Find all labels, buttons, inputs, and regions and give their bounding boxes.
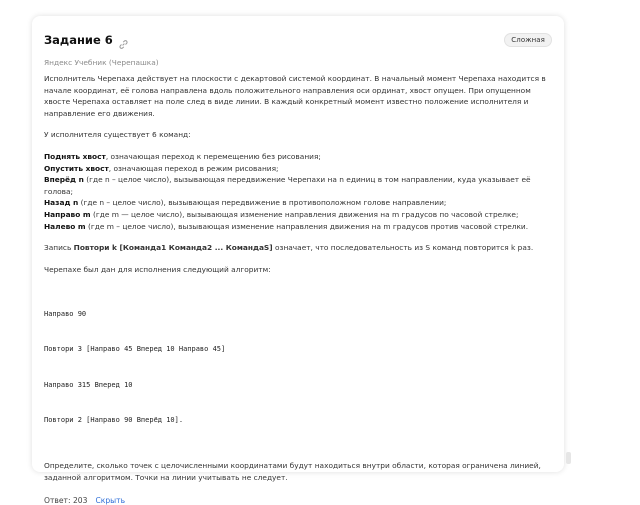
command-item: [44, 151, 552, 163]
command-desc: (где n – целое число), вызывающая передвижение Черепахи на n единиц в том направлении, куда указывает её голова;: [44, 175, 531, 196]
command-item: [44, 221, 552, 233]
repeat-explanation: [44, 242, 552, 254]
answer-row: [44, 496, 552, 505]
command-name: Налево m: [44, 221, 86, 231]
code-line: Направо 90: [44, 309, 87, 318]
command-name: Опустить хвост: [44, 163, 109, 173]
command-name: Направо m: [44, 209, 91, 219]
command-name: Поднять хвост: [44, 151, 106, 161]
link-icon-svg: [118, 39, 129, 50]
command-name: Назад n: [44, 198, 79, 208]
command-item: [44, 163, 552, 175]
commands-list: [44, 151, 552, 232]
command-item: [44, 209, 552, 221]
intro-paragraph: Исполнитель Черепаха действует на плоскости с декартовой системой координат. В начальный момент Черепаха находится в начале координат, её голова направлена вдоль положительного направления оси ординат, хвост опущен. При опущенном хвосте Черепаха оставляет на поле след в виде линии. В каждый конкретный момент известно положение исполнителя и направление его движения.: [44, 74, 546, 118]
command-desc: (где m – целое число), вызывающая изменение направления движения на m градусов против часовой стрелки.: [85, 221, 529, 231]
answer-text: Ответ: 203: [44, 495, 88, 505]
command-item: [44, 197, 552, 209]
code-line: Повтори 2 [Направо 90 Вперёд 10].: [44, 416, 184, 425]
task-source: Яндекс Учебник (Черепашка): [44, 58, 159, 67]
repeat-suffix: означает, что последовательность из S команд повторится k раз.: [272, 243, 534, 253]
repeat-syntax: Повтори k [Команда1 Команда2 ... КомандаS]: [73, 243, 273, 253]
code-line: Направо 315 Вперед 10: [44, 380, 133, 389]
task-title: Задание 6: [44, 33, 113, 47]
command-item: [44, 174, 552, 197]
task-card: [32, 16, 564, 505]
command-desc: , означающая переход в режим рисования;: [108, 163, 279, 173]
repeat-prefix: Запись: [44, 243, 74, 253]
scrollbar-stub[interactable]: [566, 452, 571, 464]
command-desc: (где m — целое число), вызывающая изменение направления движения на m градусов по часовой стрелке;: [90, 209, 519, 219]
commands-count: У исполнителя существует 6 команд:: [44, 130, 191, 140]
command-desc: (где n – целое число), вызывающая передвижение в противоположном голове направлении;: [78, 198, 447, 208]
difficulty-badge: Сложная: [504, 33, 552, 47]
algorithm-code: [44, 285, 552, 450]
code-line: Повтори 3 [Направо 45 Вперед 10 Направо 45]: [44, 345, 226, 354]
given-algorithm-label: Черепахе был дан для исполнения следующий алгоритм:: [44, 264, 271, 274]
task-header: [44, 30, 552, 50]
command-name: Вперёд n: [44, 175, 84, 185]
link-icon[interactable]: [118, 35, 129, 46]
command-desc: , означающая переход к перемещению без рисования;: [105, 151, 321, 161]
title-wrap: [44, 33, 129, 47]
hide-answer-link[interactable]: Скрыть: [95, 495, 126, 505]
question-paragraph: Определите, сколько точек с целочисленными координатами будут находиться внутри области, которая ограничена линией, заданной алгоритмом. Точки на линии учитывать не следует.: [44, 461, 541, 483]
